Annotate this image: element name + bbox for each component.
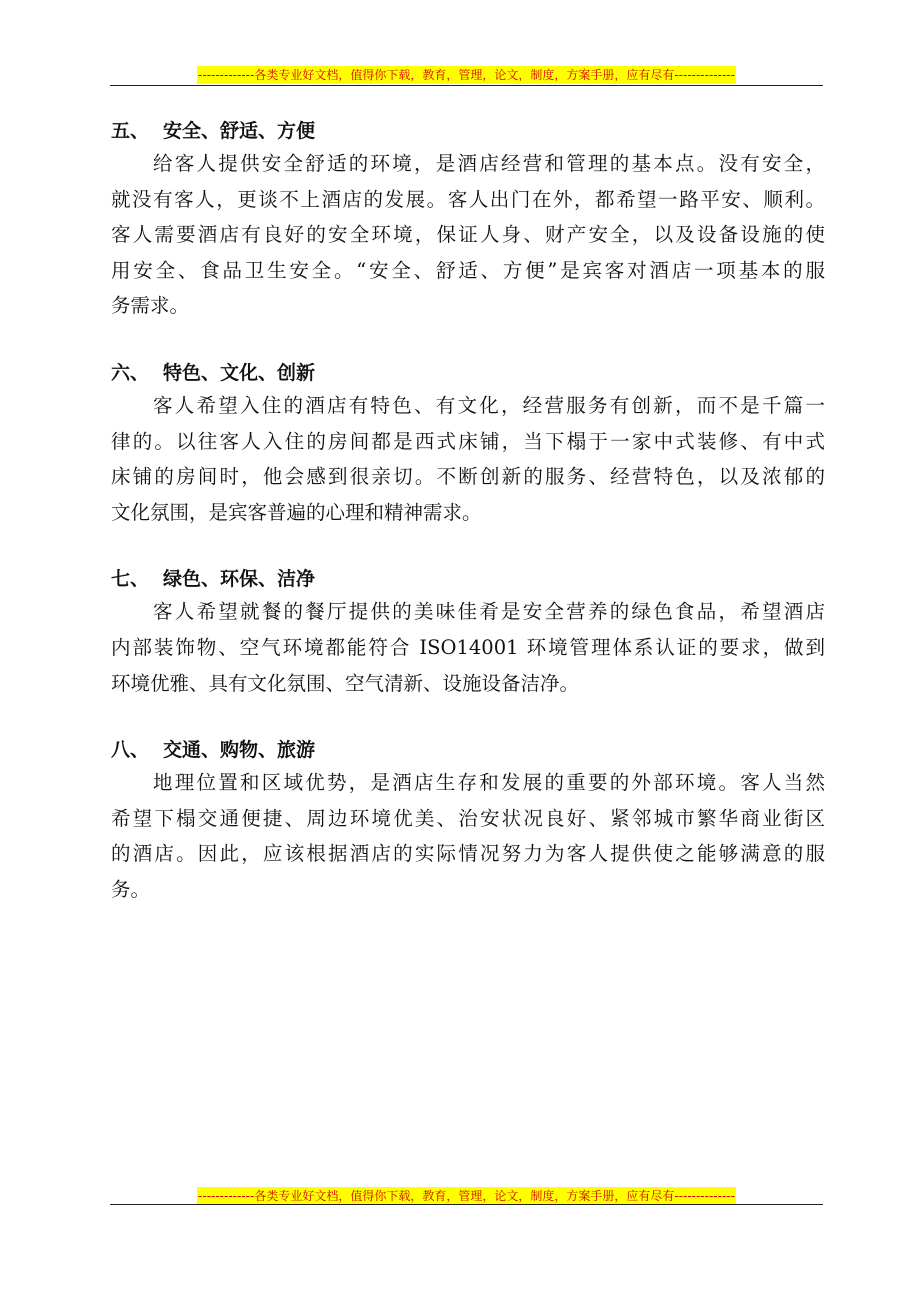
- section-7: [111, 564, 825, 701]
- header-rule: [110, 85, 823, 86]
- section-title: 交通、购物、旅游: [163, 739, 316, 762]
- paragraph-line: 客人希望就餐的餐厅提供的美味佳肴是安全营养的绿色食品，希望酒店: [153, 600, 825, 624]
- section-title: 绿色、环保、洁净: [163, 568, 316, 591]
- section-number: 六、: [111, 361, 150, 384]
- paragraph-line: 文化氛围，是宾客普遍的心理和精神需求。: [111, 500, 482, 524]
- section-heading: [111, 735, 825, 765]
- paragraph-line: 给客人提供安全舒适的环境，是酒店经营和管理的基本点。没有安全，: [153, 152, 825, 175]
- paragraph-line: 环境优雅、具有文化氛围、空气清新、设施设备洁净。: [111, 671, 580, 695]
- header-banner: -------------各类专业好文档，值得你下载，教育，管理，论文，制度，方案手册，应有尽有--------------: [198, 68, 735, 82]
- paragraph-line: 希望下榻交通便捷、周边环境优美、治安状况良好、紧邻城市繁华商业街区: [111, 806, 825, 830]
- paragraph-line: 内部装饰物、空气环境都能符合 ISO14001 环境管理体系认证的要求，做到: [111, 635, 825, 659]
- section-heading: [111, 564, 825, 594]
- section-heading: [111, 358, 825, 388]
- section-paragraph: [111, 388, 825, 530]
- footer-rule: [110, 1204, 823, 1205]
- paragraph-line: 用安全、食品卫生安全。“安全、舒适、方便”是宾客对酒店一项基本的服: [111, 258, 825, 282]
- footer-banner: -------------各类专业好文档，值得你下载，教育，管理，论文，制度，方案手册，应有尽有--------------: [198, 1189, 735, 1203]
- section-title: 安全、舒适、方便: [163, 120, 316, 142]
- paragraph-line: 床铺的房间时，他会感到很亲切。不断创新的服务、经营特色，以及浓郁的: [111, 465, 825, 489]
- paragraph-line: 就没有客人，更谈不上酒店的发展。客人出门在外，都希望一路平安、顺利。: [111, 187, 825, 211]
- paragraph-line: 的酒店。因此，应该根据酒店的实际情况努力为客人提供使之能够满意的服: [111, 842, 825, 866]
- paragraph-line: 客人希望入住的酒店有特色、有文化，经营服务有创新，而不是千篇一: [153, 393, 825, 417]
- section-number: 五、: [111, 120, 150, 142]
- section-paragraph: [111, 765, 825, 907]
- section-paragraph: [111, 146, 825, 324]
- document-body: [111, 116, 825, 908]
- section-title: 特色、文化、创新: [163, 361, 316, 384]
- section-6: [111, 358, 825, 530]
- paragraph-line: 务需求。: [111, 294, 190, 318]
- paragraph-line: 律的。以往客人入住的房间都是西式床铺，当下榻于一家中式装修、有中式: [111, 429, 825, 453]
- section-8: [111, 735, 825, 907]
- section-heading: [111, 116, 825, 146]
- header-banner-wrap: [110, 64, 823, 84]
- section-number: 八、: [111, 739, 150, 762]
- paragraph-line: 客人需要酒店有良好的安全环境，保证人身、财产安全，以及设备设施的使: [111, 223, 825, 247]
- paragraph-line: 务。: [111, 877, 151, 901]
- section-5: [111, 116, 825, 324]
- paragraph-line: 地理位置和区域优势，是酒店生存和发展的重要的外部环境。客人当然: [153, 771, 825, 795]
- section-number: 七、: [111, 568, 150, 591]
- footer-banner-wrap: [110, 1185, 823, 1205]
- section-paragraph: [111, 594, 825, 701]
